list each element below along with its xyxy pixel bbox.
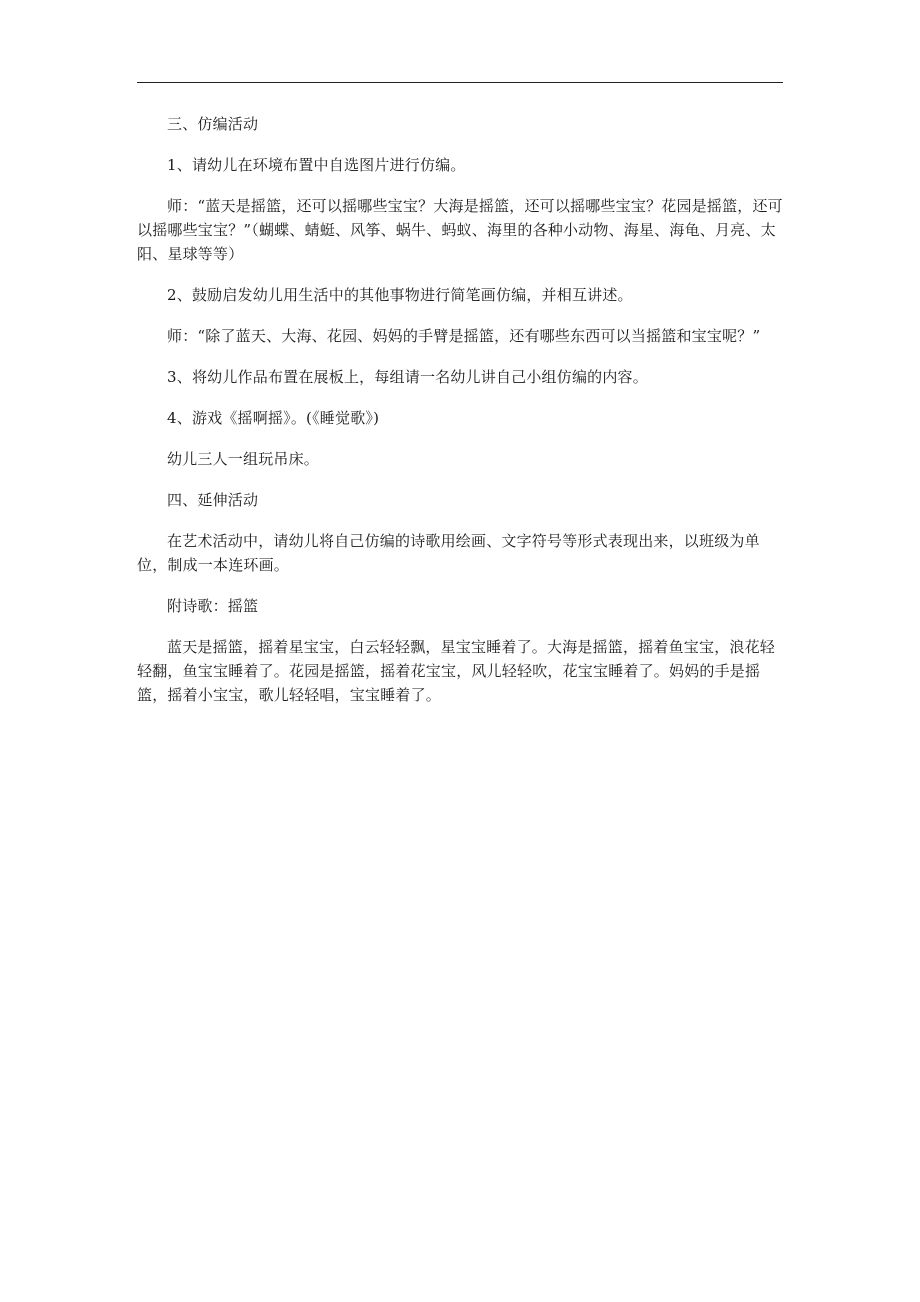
section-four-heading: 四、延伸活动 — [167, 491, 259, 509]
teacher-prompt-2-paragraph: 师：“除了蓝天、大海、花园、妈妈的手臂是摇篮，还有哪些东西可以当摇篮和宝宝呢？” — [167, 327, 761, 345]
poem-body-paragraph: 蓝天是摇篮，摇着星宝宝，白云轻轻飘，星宝宝睡着了。大海是摇篮，摇着鱼宝宝，浪花轻轻翻，鱼宝宝睡着了。花园是摇篮，摇着花宝宝，风儿轻轻吹，花宝宝睡着了。妈妈的手是摇篮，摇着小宝宝，歌儿轻轻唱，宝宝睡着了。 — [137, 638, 776, 704]
header-rule — [137, 82, 783, 83]
step-1-paragraph: 1、请幼儿在环境布置中自选图片进行仿编。 — [167, 156, 466, 174]
section-three-heading: 三、仿编活动 — [167, 115, 259, 133]
poem-title: 附诗歌：摇篮 — [167, 597, 259, 615]
step-2-paragraph: 2、鼓励启发幼儿用生活中的其他事物进行简笔画仿编，并相互讲述。 — [167, 286, 633, 304]
document-body — [137, 112, 787, 724]
step-4-paragraph: 4、游戏《摇啊摇》。(《睡觉歌》) — [167, 409, 380, 427]
teacher-prompt-1-paragraph: 师：“蓝天是摇篮，还可以摇哪些宝宝？大海是摇篮，还可以摇哪些宝宝？花园是摇篮，还可以摇哪些宝宝？”（蝴蝶、蜻蜓、风筝、蜗牛、蚂蚁、海里的各种小动物、海星、海龟、月亮、太阳、星球等等） — [137, 197, 783, 263]
game-note-paragraph: 幼儿三人一组玩吊床。 — [167, 450, 320, 468]
extension-paragraph: 在艺术活动中，请幼儿将自己仿编的诗歌用绘画、文字符号等形式表现出来，以班级为单位，制成一本连环画。 — [137, 532, 760, 574]
step-3-paragraph: 3、将幼儿作品布置在展板上，每组请一名幼儿讲自己小组仿编的内容。 — [167, 368, 648, 386]
